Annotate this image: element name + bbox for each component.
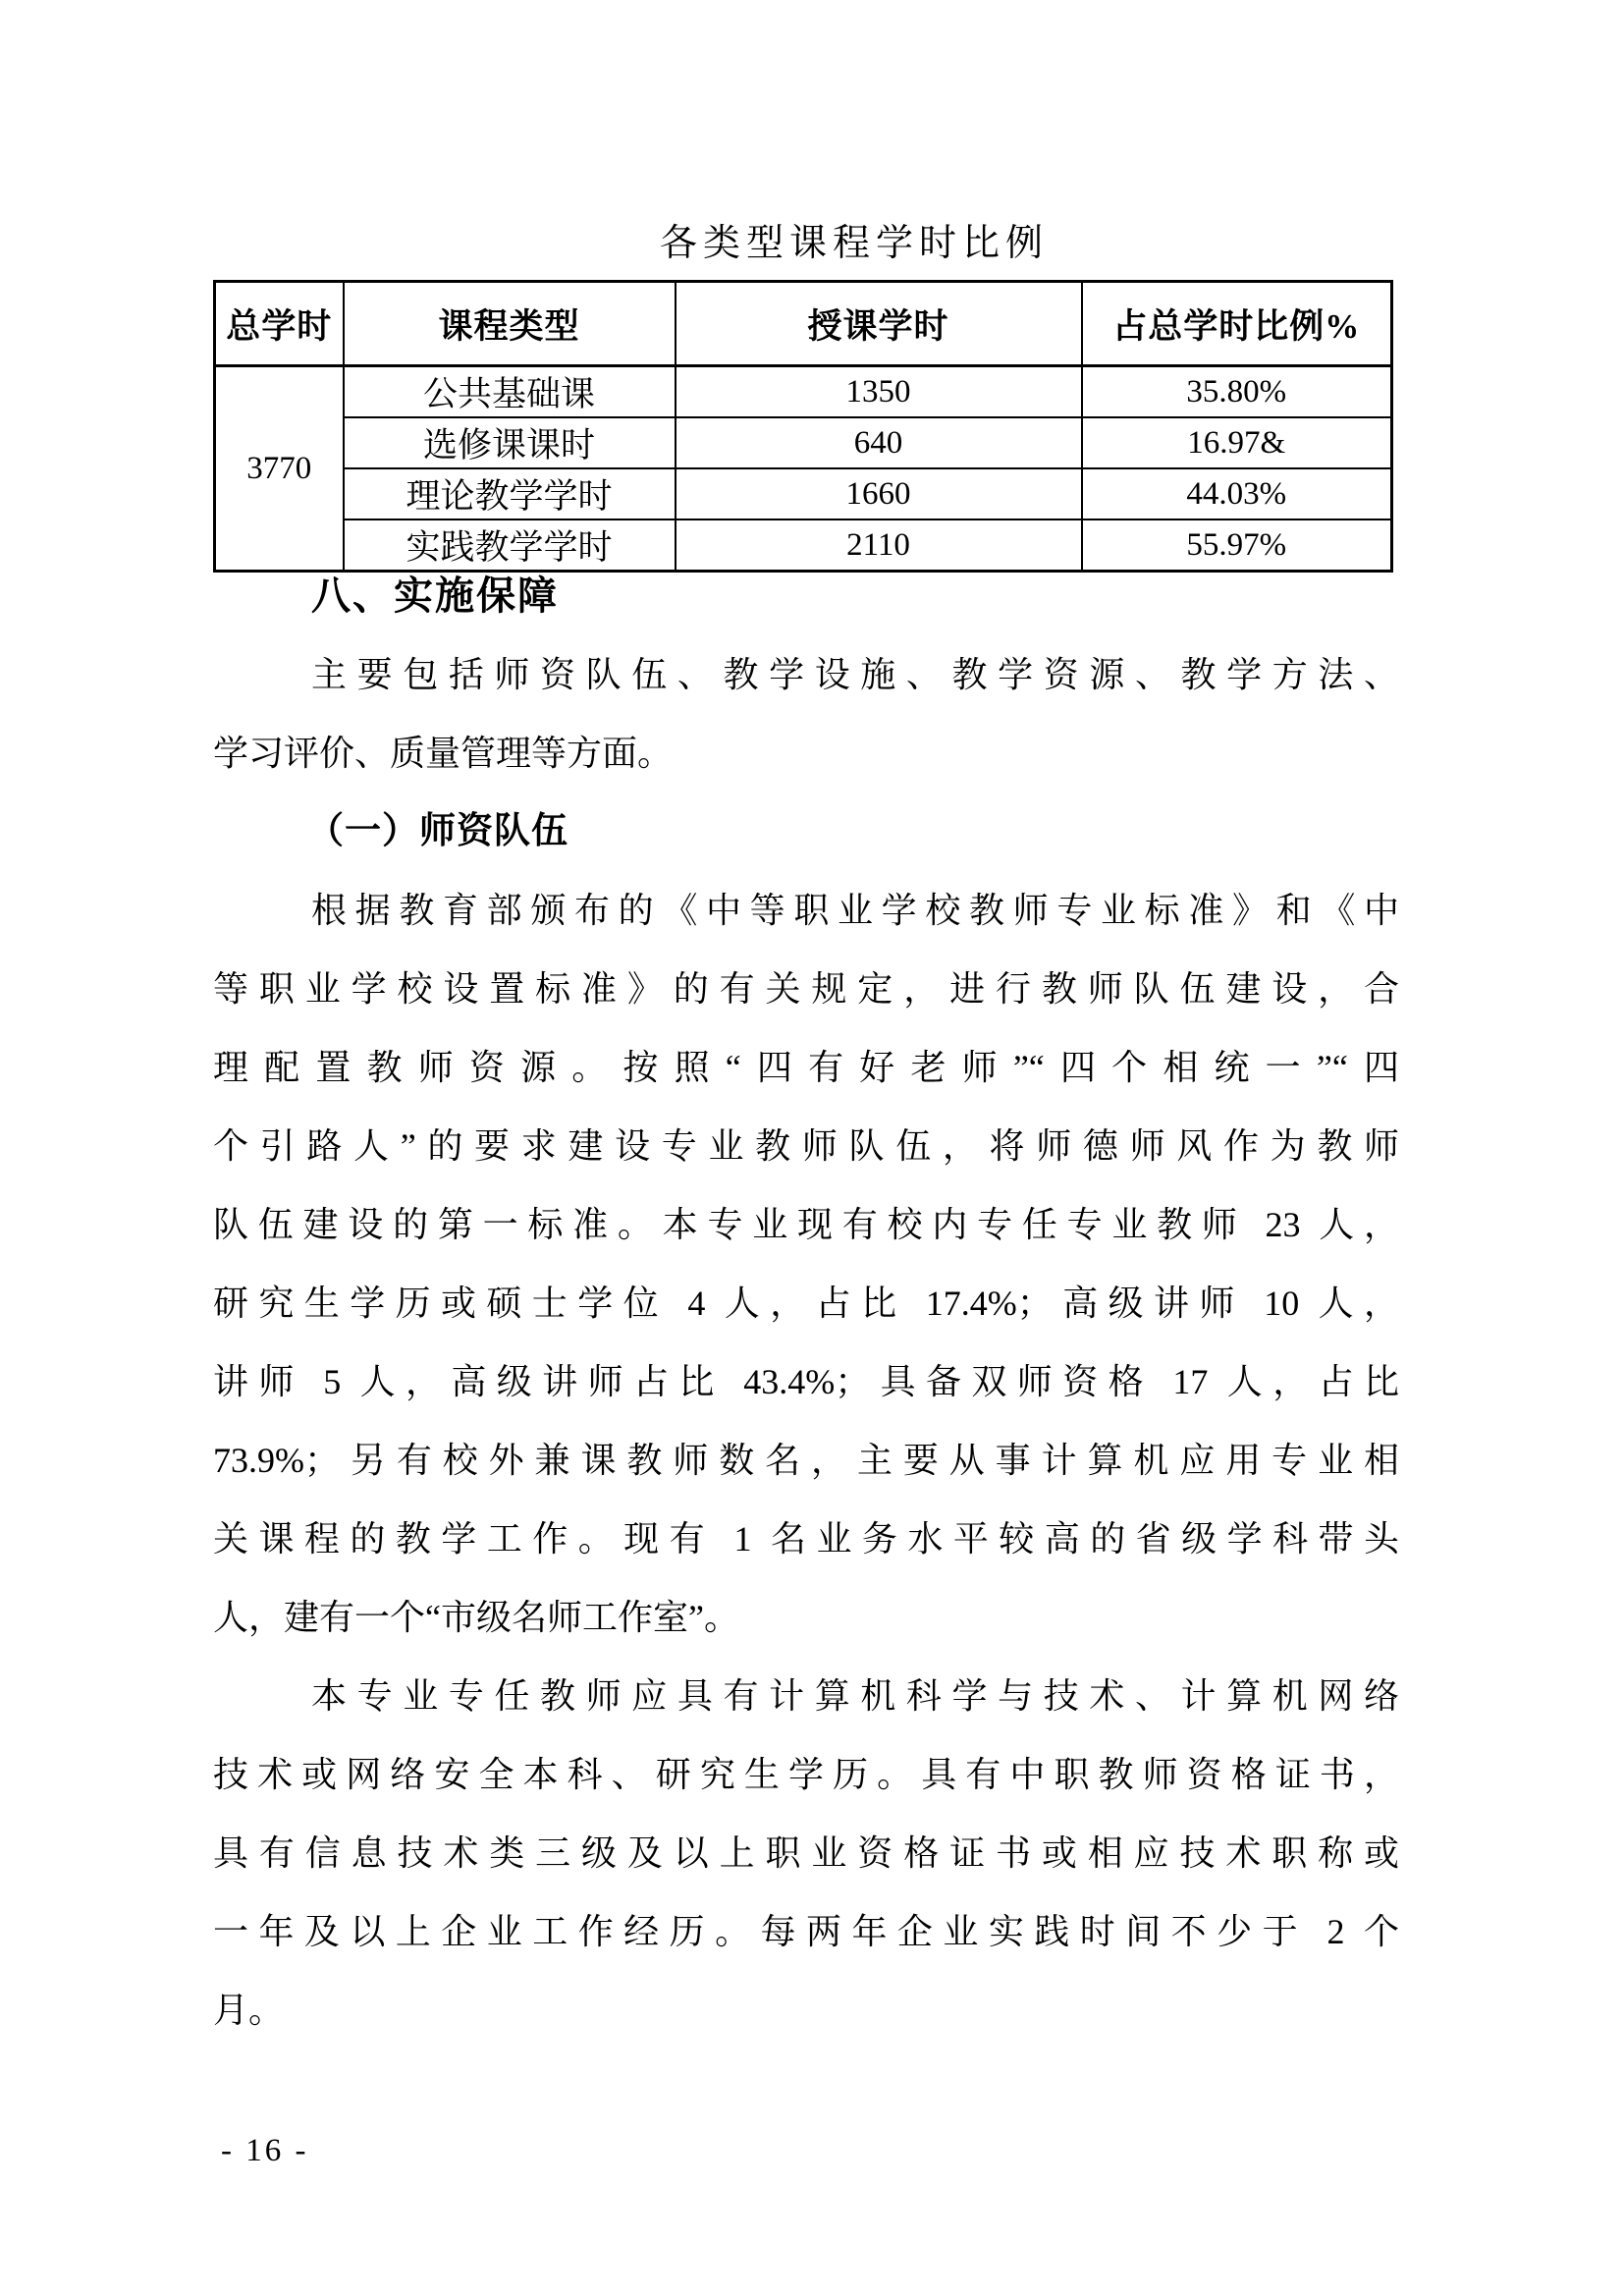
table-title: 各类型课程学时比例 bbox=[659, 223, 1049, 264]
table-header-row bbox=[215, 282, 1392, 366]
total-hours-cell: 3770 bbox=[215, 366, 344, 572]
section-heading: 八、实施保障 bbox=[311, 574, 559, 618]
teaching-hours-cell: 2110 bbox=[676, 519, 1082, 572]
paragraph-line: 队伍建设的第一标准。本专业现有校内专任专业教师 23 人， bbox=[213, 1205, 1399, 1244]
header-cell: 占总学时比例% bbox=[1082, 282, 1392, 366]
teaching-hours-cell: 1350 bbox=[676, 366, 1082, 418]
table-row bbox=[215, 417, 1392, 468]
course-type-cell: 理论教学学时 bbox=[344, 468, 676, 519]
percent-cell: 55.97% bbox=[1082, 519, 1392, 572]
body-text bbox=[213, 557, 1399, 2050]
paragraph-line: 73.9%；另有校外兼课教师数名，主要从事计算机应用专业相 bbox=[213, 1441, 1399, 1480]
paragraph-line: 个引路人”的要求建设专业教师队伍，将师德师风作为教师 bbox=[213, 1126, 1399, 1166]
paragraph-line: 学习评价、质量管理等方面。 bbox=[213, 734, 674, 773]
subsection-heading: （一）师资队伍 bbox=[307, 811, 568, 851]
paragraph-line: 研究生学历或硕士学位 4 人，占比 17.4%；高级讲师 10 人， bbox=[213, 1284, 1399, 1323]
table-body bbox=[215, 366, 1392, 572]
paragraph-line: 根据教育部颁布的《中等职业学校教师专业标准》和《中 bbox=[311, 891, 1399, 930]
table-row bbox=[215, 468, 1392, 519]
paragraph-line: 技术或网络安全本科、研究生学历。具有中职教师资格证书， bbox=[213, 1755, 1399, 1794]
paragraph-line: 人，建有一个“市级名师工作室”。 bbox=[213, 1598, 739, 1637]
paragraph-line: 讲师 5 人，高级讲师占比 43.4%；具备双师资格 17 人，占比 bbox=[213, 1362, 1399, 1401]
header-cell: 总学时 bbox=[215, 282, 344, 366]
header-cell: 授课学时 bbox=[676, 282, 1082, 366]
paragraph-line: 理配置教师资源。按照“四有好老师”“四个相统一”“四 bbox=[213, 1048, 1399, 1087]
percent-cell: 44.03% bbox=[1082, 468, 1392, 519]
course-type-cell: 实践教学学时 bbox=[344, 519, 676, 572]
paragraph-line: 主要包括师资队伍、教学设施、教学资源、教学方法、 bbox=[311, 655, 1399, 694]
teaching-hours-cell: 640 bbox=[676, 417, 1082, 468]
paragraph-line: 一年及以上企业工作经历。每两年企业实践时间不少于 2 个 bbox=[213, 1912, 1399, 1951]
paragraph-line: 具有信息技术类三级及以上职业资格证书或相应技术职称或 bbox=[213, 1833, 1399, 1873]
header-cell: 课程类型 bbox=[344, 282, 676, 366]
course-type-cell: 公共基础课 bbox=[344, 366, 676, 418]
teaching-hours-cell: 1660 bbox=[676, 468, 1082, 519]
paragraph-line: 关课程的教学工作。现有 1 名业务水平较高的省级学科带头 bbox=[213, 1519, 1399, 1558]
page-number: - 16 - bbox=[221, 2133, 309, 2168]
course-hours-table bbox=[213, 280, 1393, 573]
percent-cell: 35.80% bbox=[1082, 366, 1392, 418]
paragraph-line: 月。 bbox=[213, 1991, 285, 2030]
paragraph-line: 等职业学校设置标准》的有关规定，进行教师队伍建设，合 bbox=[213, 969, 1399, 1009]
course-type-cell: 选修课课时 bbox=[344, 417, 676, 468]
paragraph-line: 本专业专任教师应具有计算机科学与技术、计算机网络 bbox=[311, 1676, 1399, 1716]
percent-cell: 16.97& bbox=[1082, 417, 1392, 468]
table-row bbox=[215, 366, 1392, 418]
